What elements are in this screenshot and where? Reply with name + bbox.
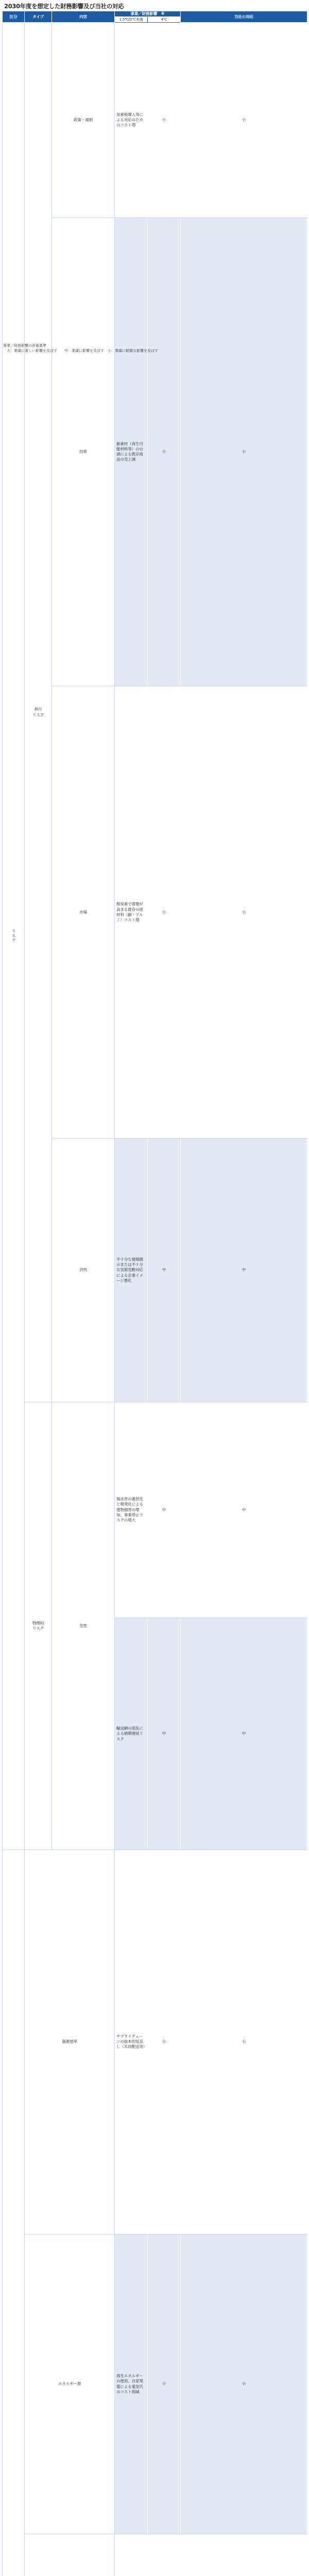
impact-1-5c: 中: [148, 1618, 181, 1850]
financial-impact-table: [2, 11, 307, 2576]
impact-4c: 小: [181, 1850, 307, 2234]
impact-1-5c: 小: [148, 217, 181, 686]
notes-legend: 大：業績に著しい影響を及ぼす 中：業績に影響を及ぼす 小：業績に軽微な影響を及ぼす: [3, 349, 158, 353]
impact-1-5c: 小: [148, 686, 181, 1139]
page-title: 2030年度を想定した財務影響及び当社の対応: [4, 3, 124, 10]
impact-4c: 小: [181, 217, 307, 686]
impact-1-5c: [148, 2534, 181, 2576]
header-impact: 事業／財務影響 ※: [115, 11, 181, 17]
impact-1-5c: 小: [148, 1850, 181, 2234]
impact-4c: 小: [181, 686, 307, 1139]
row-content: サプライチェーンの抜本的見直し（共同配送等）: [115, 1850, 148, 2234]
row-content: 新素材（再生可能材料等）の台頭による既存商品の売上減: [115, 217, 148, 686]
row-content: [115, 2534, 148, 2576]
table-row: [3, 23, 307, 218]
impact-4c: 中: [181, 1402, 307, 1618]
impact-1-5c: 小: [148, 2234, 181, 2534]
row-content: 脱炭素で需要が高まる既存の原材料（銅・アルミ）コスト増: [115, 686, 148, 1139]
impact-1-5c: 中: [148, 1139, 181, 1402]
row-type: 急性: [52, 1402, 115, 1850]
impact-4c: 小: [181, 23, 307, 218]
row-content: 輸送網の混乱による納期遅延リスク: [115, 1618, 148, 1850]
header-type: タイプ: [25, 11, 52, 23]
impact-4c: 中: [181, 1139, 307, 1402]
row-type: 市場: [52, 686, 115, 1139]
category-opportunity: [3, 1850, 25, 2576]
header-impact-1-5c: 1.5℃/2℃未満: [115, 17, 148, 23]
risk-type-physical: 物理的 リスク: [25, 1402, 52, 1850]
risk-type-transition: 移行 リスク: [25, 23, 52, 1402]
row-content: 炭素税導入等による対応のためのコスト増: [115, 23, 148, 218]
row-type: 資源効率: [25, 1850, 115, 2234]
header-impact-4c: 4℃: [148, 17, 181, 23]
row-type: 技術: [52, 217, 115, 686]
impact-4c: 中: [181, 1618, 307, 1850]
header-category: 区分: [3, 11, 25, 23]
table-row: [3, 1402, 307, 1618]
notes-title: 事業／財務影響の評価基準: [3, 344, 46, 348]
header-response: 当社の対応: [181, 11, 307, 23]
row-type: 評判: [52, 1139, 115, 1402]
evaluation-notes: [3, 343, 158, 353]
row-content: 再生エネルギーの使用、自家発電による電気代のコスト削減: [115, 2234, 148, 2534]
impact-4c: [181, 2534, 307, 2576]
impact-1-5c: 小: [148, 23, 181, 218]
impact-4c: 小: [181, 2234, 307, 2534]
table-row: [3, 2534, 307, 2576]
impact-1-5c: 中: [148, 1402, 181, 1618]
table-row: [3, 1850, 307, 2234]
row-type: 政策・規制: [52, 23, 115, 218]
row-type: エネルギー源: [25, 2234, 115, 2534]
row-type: [25, 2534, 115, 2576]
row-content: 風水害の激甚化と頻発化による建物損害の増加、事業停止リスクの増大: [115, 1402, 148, 1618]
category-risk: リスク: [3, 23, 25, 1850]
table-row: [3, 2234, 307, 2534]
header-content: 内容: [52, 11, 115, 23]
row-content: 不十分な情報開示または不十分な気候変動対応による企業イメージ悪化: [115, 1139, 148, 1402]
